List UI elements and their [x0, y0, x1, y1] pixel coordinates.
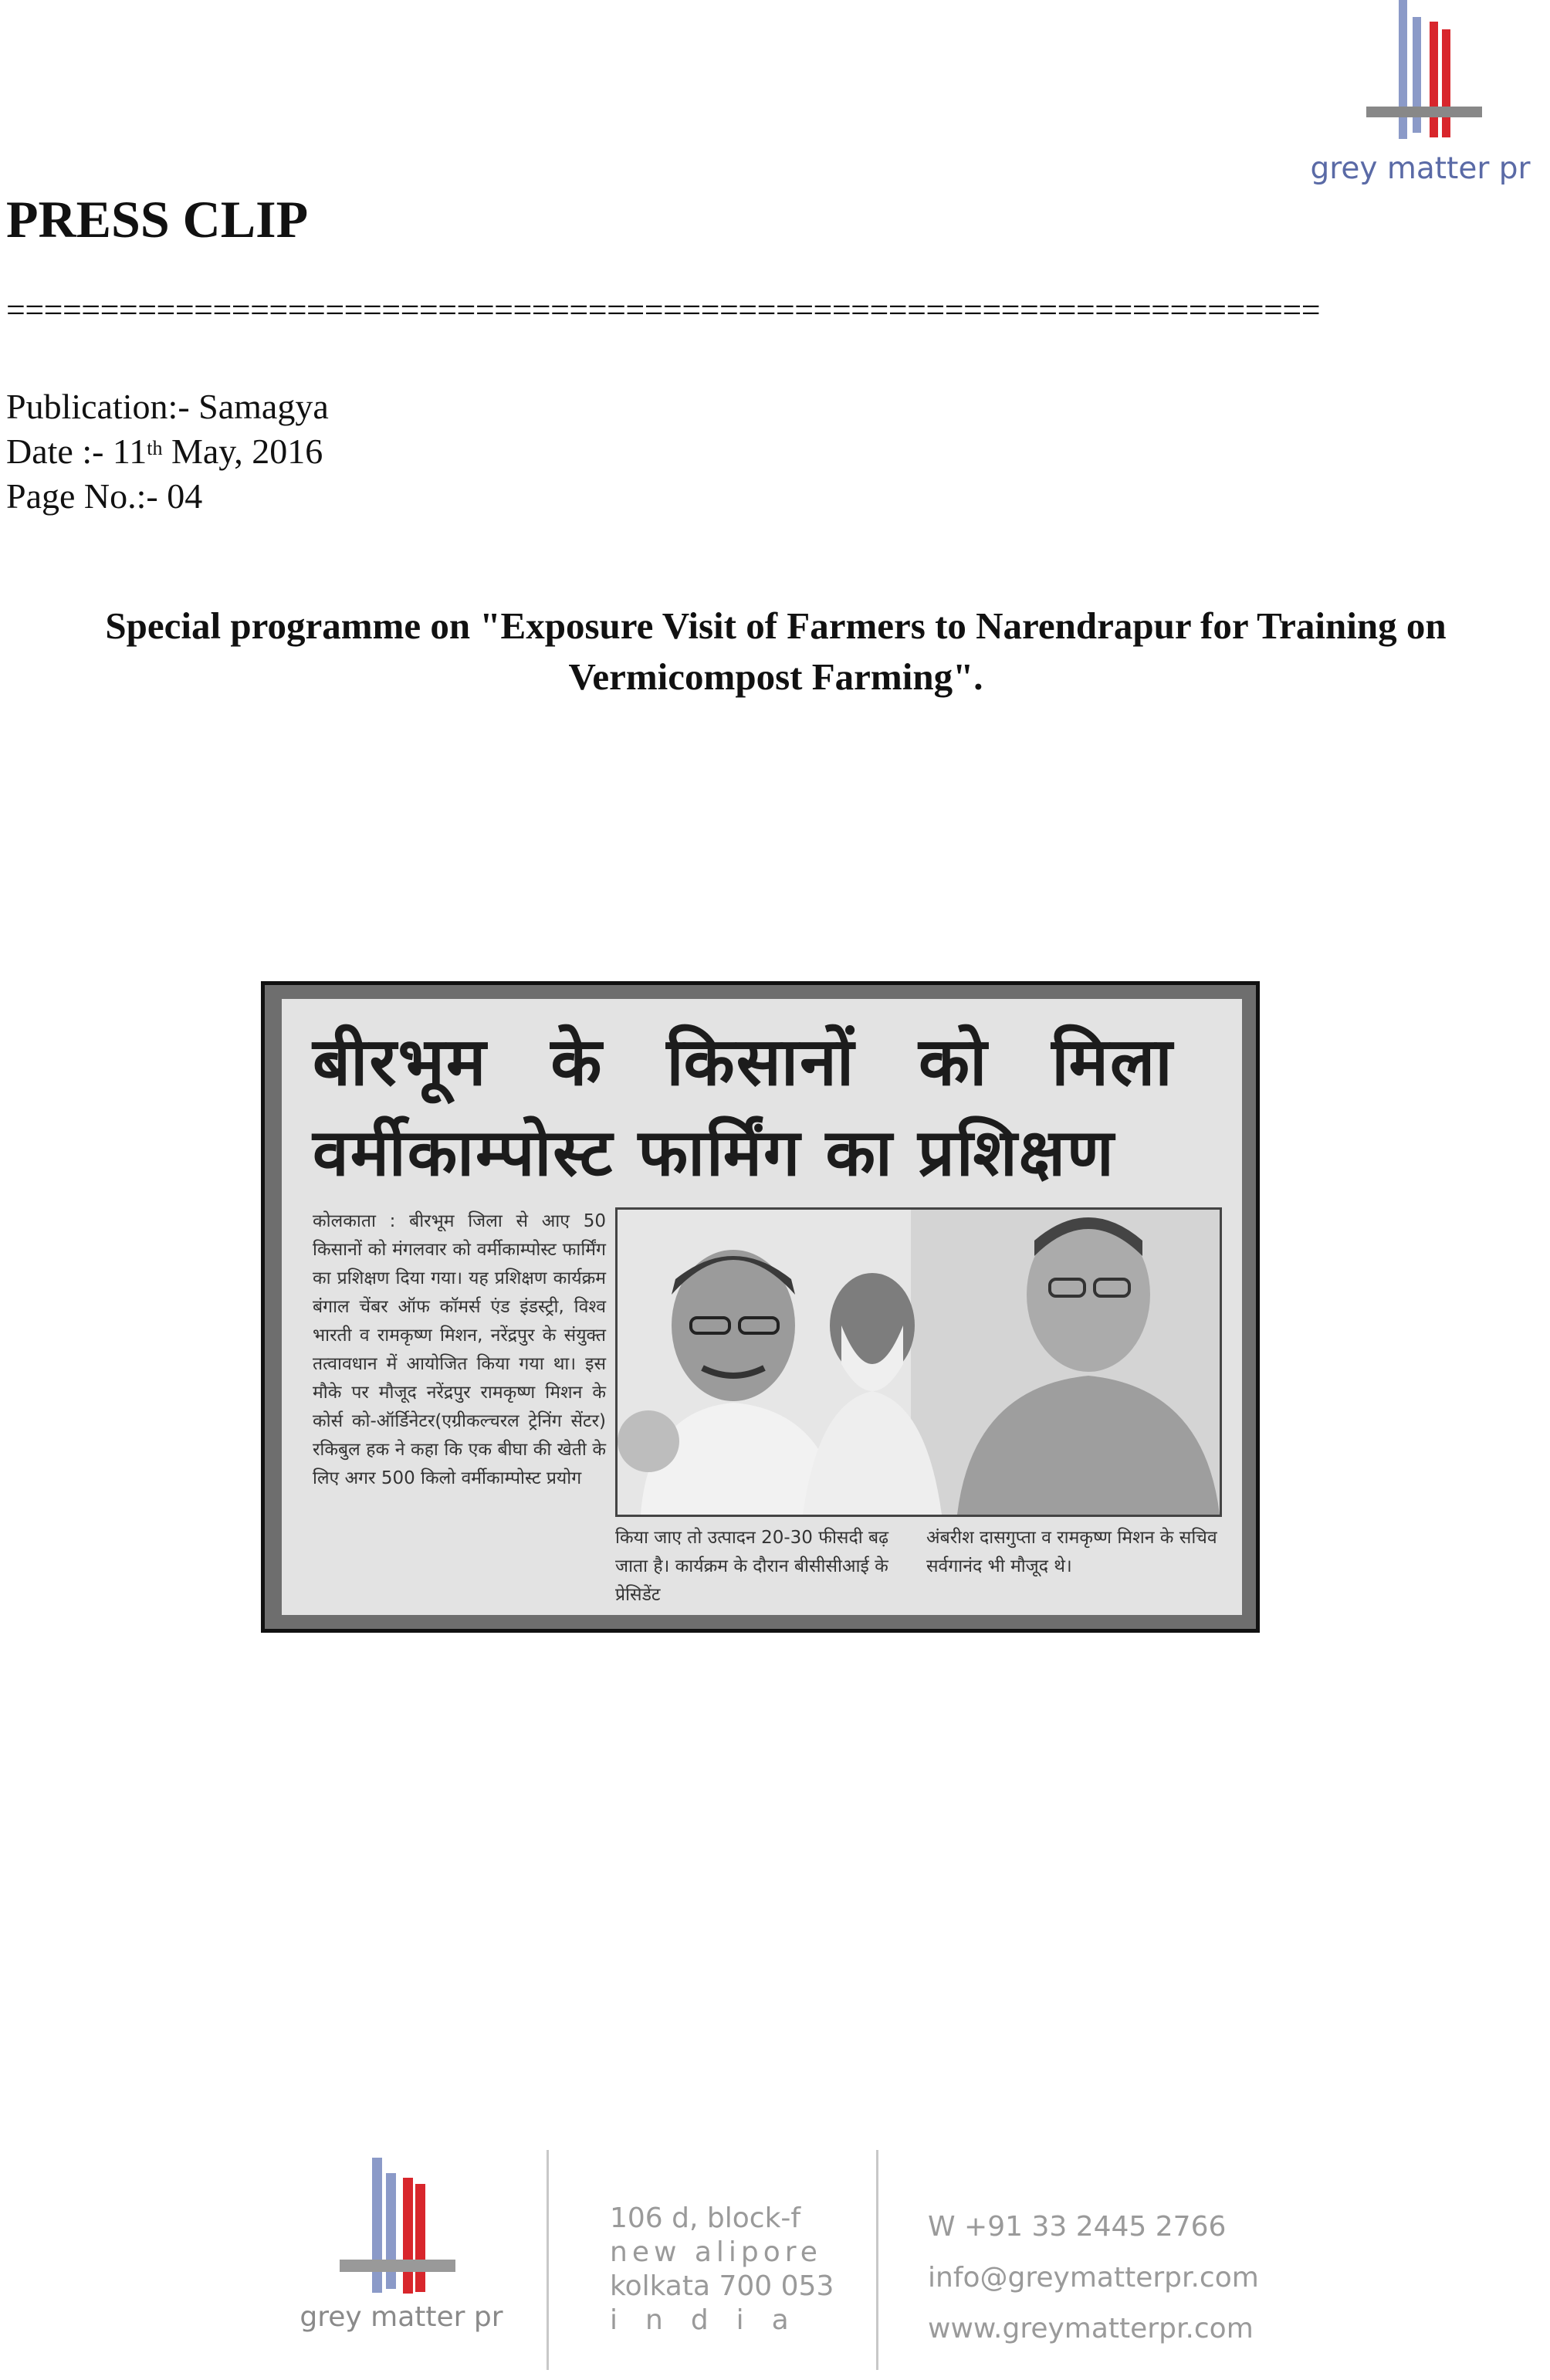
clipping-photo [615, 1207, 1222, 1517]
header-logo [1305, 0, 1536, 193]
grey-matter-logo-icon [1366, 0, 1482, 147]
footer-phone: W +91 33 2445 2766 [928, 2211, 1227, 2243]
header-brand-text: grey matter pr [1310, 151, 1531, 186]
footer-address [610, 2202, 834, 2338]
clipping-column-left: कोलकाता : बीरभूम जिला से आए 50 किसानों को मंगलवार को वर्मीकाम्पोस्ट फार्मिंग का प्रशिक्षण दिया गया। यह प्रशिक्षण कार्यक्रम बंगाल चेंबर ऑफ कॉमर्स एंड इंडस्ट्री, विश्व भारती व रामकृष्ण मिशन, नरेंद्रपुर के संयुक्त तत्वावधान में आयोजित किया गया था। इस मौके पर मौजूद नरेंद्रपुर रामकृष्ण मिशन के कोर्स को-ऑर्डिनेटर(एग्रीकल्चरल ट्रेनिंग सेंटर) रकिबुल हक ने कहा कि एक बीघा की खेती के लिए अगर 500 किलो वर्मीकाम्पोस्ट प्रयोग [313, 1211, 606, 1488]
footer-logo [293, 2158, 525, 2351]
footer-contact [928, 2202, 1259, 2355]
date-prefix: Date :- 11 [6, 432, 147, 471]
clipping-column-right: अंबरीश दासगुप्ता व रामकृष्ण मिशन के सचिव सर्वगानंद भी मौजूद थे। [926, 1528, 1217, 1576]
clipping-headline-line-1: बीरभूम के किसानों को मिला [313, 1024, 1174, 1101]
address-line-2: new alipore [610, 2236, 822, 2268]
photo-illustration [618, 1210, 1220, 1515]
publication-line: Publication:- Samagya [6, 387, 329, 426]
separator-rule: ====================================================================== [6, 299, 1321, 322]
date-line [6, 429, 323, 474]
address-line-3: kolkata 700 053 [610, 2270, 834, 2302]
address-line-4: india [610, 2304, 817, 2336]
address-line-1: 106 d, block-f [610, 2202, 801, 2234]
footer-divider [547, 2150, 549, 2370]
footer-website[interactable]: www.greymatterpr.com [928, 2313, 1254, 2344]
page-number-line: Page No.:- 04 [6, 476, 203, 516]
clip-headline: Special programme on "Exposure Visit of Farmers to Narendrapur for Training on Vermicompost Farming". [105, 604, 1447, 698]
footer-divider [876, 2150, 878, 2370]
page-title: PRESS CLIP [6, 190, 309, 249]
clipping-column-middle: किया जाए तो उत्पादन 20-30 फीसदी बढ़ जाता है। कार्यक्रम के दौरान बीसीसीआई के प्रेसिडेंट [615, 1528, 889, 1605]
date-suffix: May, 2016 [162, 432, 323, 471]
grey-matter-logo-icon [340, 2158, 455, 2304]
footer-email[interactable]: info@greymatterpr.com [928, 2262, 1259, 2294]
clipping-headline-line-2: वर्मीकाम्पोस्ट फार्मिंग का प्रशिक्षण [313, 1115, 1115, 1190]
clipping-paper [282, 999, 1242, 1615]
newspaper-clipping [261, 981, 1260, 1633]
date-superscript: th [147, 437, 163, 459]
footer-brand-text: grey matter pr [300, 2301, 503, 2333]
